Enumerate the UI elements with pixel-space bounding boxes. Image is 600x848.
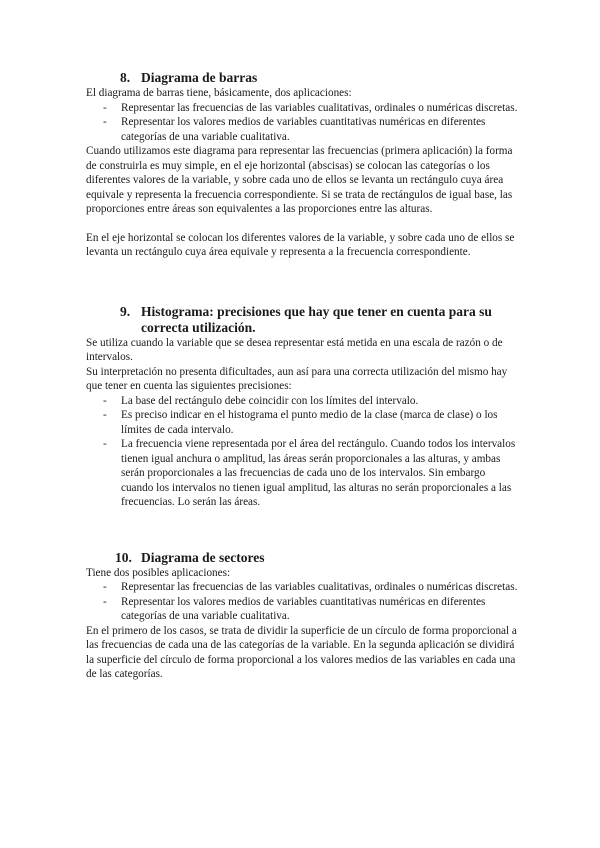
section-number: 8. [120, 70, 131, 85]
list-item: - Representar los valores medios de variables cuantitativas numéricas en diferentes categorías de una variable cualitativa. [86, 595, 518, 624]
section-9 [86, 304, 518, 510]
body-paragraph: Cuando utilizamos este diagrama para representar las frecuencias (primera aplicación) la forma de construirla es muy simple, en el eje horizontal (abscisas) se colocan las categorías o los diferentes valores de la variable, y sobre cada uno de ellos se levanta un rectángulo cuya área equivale y representa la frecuencia correspondiente. Si se trata de rectángulos de igual base, las proporciones entre áreas son equivalentes a las proporciones entre las alturas. [86, 145, 513, 215]
section-heading [86, 70, 518, 86]
bullet-list [86, 394, 518, 510]
list-item: - Representar los valores medios de variables cuantitativas numéricas en diferentes categorías de una variable cualitativa. [86, 115, 518, 144]
list-item: - La base del rectángulo debe coincidir con los límites del intervalo. [86, 394, 518, 409]
section-heading [86, 550, 518, 566]
list-item: - Es preciso indicar en el histograma el punto medio de la clase (marca de clase) o los límites de cada intervalo. [86, 408, 518, 437]
body-paragraph: Su interpretación no presenta dificultades, aun así para una correcta utilización del mismo hay que tener en cuenta las siguientes precisiones: [86, 365, 508, 392]
bullet-list [86, 101, 518, 145]
list-item: - La frecuencia viene representada por el área del rectángulo. Cuando todos los intervalos tienen igual anchura o amplitud, las áreas serán proporcionales a las alturas, y ambas serán proporcionales a las frecuencias de cada uno de los intervalos. Sin embargo cuando los intervalos no tienen igual amplitud, las alturas no serán proporcionales a las frecuencias. Lo serán las áreas. [86, 437, 518, 510]
intro-paragraph: El diagrama de barras tiene, básicamente, dos aplicaciones: [86, 87, 352, 99]
list-item: - Representar las frecuencias de las variables cualitativas, ordinales o numéricas discretas. [86, 101, 518, 116]
body-paragraph: En el eje horizontal se colocan los diferentes valores de la variable, y sobre cada uno de ellos se levanta un rectángulo cuya área equivale y representa a la frecuencia correspondiente. [86, 231, 515, 258]
section-10 [86, 550, 518, 682]
body-paragraph: Se utiliza cuando la variable que se desea representar está metida en una escala de razón o de intervalos. [86, 336, 503, 363]
section-heading [86, 304, 518, 336]
section-8 [86, 70, 518, 260]
section-title: Diagrama de barras [141, 70, 258, 85]
section-title: Histograma: precisiones que hay que tener en cuenta para su correcta utilización. [141, 303, 492, 335]
section-title: Diagrama de sectores [141, 549, 265, 565]
list-item: - Representar las frecuencias de las variables cualitativas, ordinales o numéricas discretas. [86, 580, 518, 595]
intro-paragraph: Tiene dos posibles aplicaciones: [86, 566, 231, 579]
page-content [86, 70, 518, 682]
section-number: 10. [115, 549, 132, 565]
section-number: 9. [120, 303, 131, 319]
bullet-list [86, 580, 518, 624]
body-paragraph: En el primero de los casos, se trata de dividir la superficie de un círculo de forma proporcional a las frecuencias de cada una de las categorías de la variable. En la segunda aplicación se dividirá la superficie del círculo de forma proporcional a los valores medios de las variables en cada una de las categorías. [86, 624, 517, 680]
